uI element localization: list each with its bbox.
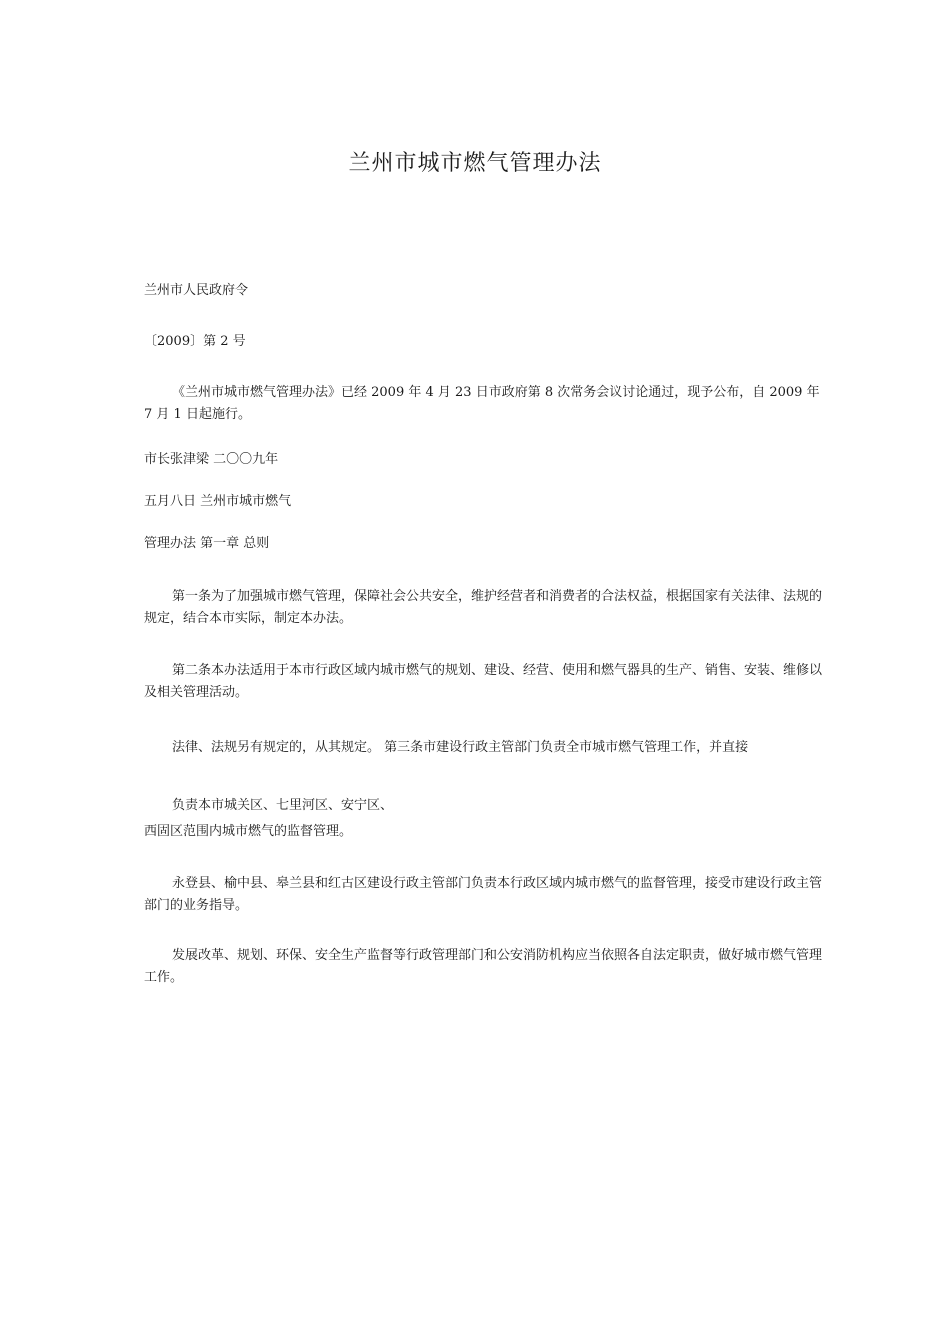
- departments-duty-paragraph: 发展改革、规划、环保、安全生产监督等行政管理部门和公安消防机构应当依照各自法定职责，做好城市燃气管理工作。: [144, 948, 823, 985]
- article-two-paragraph: 第二条本办法适用于本市行政区域内城市燃气的规划、建设、经营、使用和燃气器具的生产、销售、安装、维修以及相关管理活动。: [144, 663, 823, 700]
- jurisdiction-line: 负责本市城关区、七里河区、安宁区、: [172, 798, 394, 813]
- promulgation-paragraph: 《兰州市城市燃气管理办法》已经 2009 年 4 月 23 日市政府第 8 次常务会议讨论通过，现予公布，自 2009 年 7 月 1 日起施行。: [144, 385, 820, 422]
- county-supervision-paragraph: 永登县、榆中县、皋兰县和红古区建设行政主管部门负责本行政区域内城市燃气的监督管理，接受市建设行政主管部门的业务指导。: [144, 876, 823, 913]
- jurisdiction-continuation-line: 西固区范围内城市燃气的监督管理。: [144, 824, 353, 839]
- chapter-heading-line: 管理办法 第一章 总则: [144, 536, 270, 551]
- article-one-paragraph: 第一条为了加强城市燃气管理，保障社会公共安全，维护经营者和消费者的合法权益，根据国家有关法律、法规的规定，结合本市实际，制定本办法。: [144, 589, 823, 626]
- signature-line: 市长张津梁 二〇〇九年: [144, 452, 279, 467]
- order-number-line: 〔2009〕第 2 号: [144, 334, 246, 349]
- article-three-paragraph: 法律、法规另有规定的，从其规定。 第三条市建设行政主管部门负责全市城市燃气管理工作，并直接: [172, 740, 749, 755]
- document-title: 兰州市城市燃气管理办法: [348, 151, 602, 176]
- issuer-line: 兰州市人民政府令: [144, 283, 249, 298]
- date-line: 五月八日 兰州市城市燃气: [144, 494, 292, 509]
